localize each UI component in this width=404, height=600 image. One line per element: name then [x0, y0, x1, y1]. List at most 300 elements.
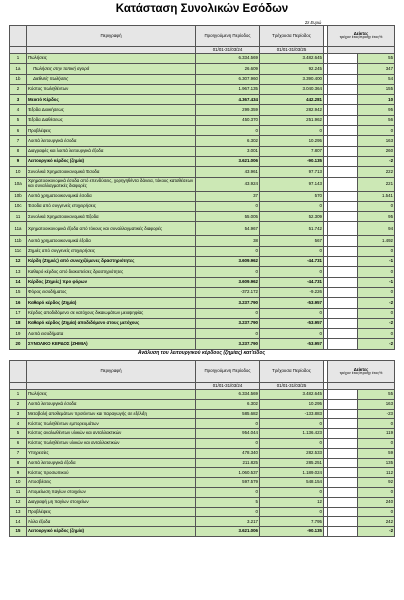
table-row [10, 390, 395, 400]
row-description: Χρηματοοικονομικά έξοδα από τόκους και συναλλαγματικές διαφορές [27, 222, 196, 236]
row-spacer [328, 54, 358, 64]
row-description: Κόστος πωληθέντων [27, 84, 196, 94]
header-curr-dates: 01/01-31/03/25 [260, 47, 324, 54]
curr-period-value: 0 [260, 308, 324, 318]
index-value: 0 [358, 308, 395, 318]
curr-period-value: -44.731 [260, 257, 324, 267]
table-row [10, 115, 395, 125]
prev-period-value: 597.579 [196, 478, 260, 488]
table-row [10, 318, 395, 328]
prev-period-value: 43.961 [196, 167, 260, 177]
index-value: -2 [358, 339, 395, 349]
curr-period-value: 97.713 [260, 167, 324, 177]
indices-sublabel: τρέχον έτος/προηγ έτος% [339, 35, 383, 40]
table-row [10, 64, 395, 74]
curr-period-value: 0 [260, 201, 324, 211]
table-row [10, 126, 395, 136]
table-row [10, 409, 395, 419]
header-indices [328, 26, 395, 47]
row-description: Λοιπά λειτουργικά έξοδα [27, 458, 196, 468]
row-number: 7 [10, 448, 27, 458]
header-prev-dates: 01/01-31/03/24 [196, 383, 260, 390]
table-row [10, 136, 395, 146]
row-description: Πωλήσεις στην τοπική αγορά [27, 64, 196, 74]
row-description: ΣΥΝΟΛΙΚΟ ΚΕΡΔΟΣ (ΖΗΜΙΑ) [27, 339, 196, 349]
table-row [10, 329, 395, 339]
prev-period-value: 954.044 [196, 429, 260, 439]
index-value: 135 [358, 458, 395, 468]
row-description: Φόρος εισοδήματος [27, 287, 196, 297]
header-empty-cell [27, 47, 196, 54]
row-spacer [328, 339, 358, 349]
row-spacer [328, 212, 358, 222]
row-spacer [328, 468, 358, 478]
row-number: 17 [10, 308, 27, 318]
table-row [10, 177, 395, 191]
index-value: 0 [358, 329, 395, 339]
row-spacer [328, 409, 358, 419]
row-description: Λοιπά εισοδήματα [27, 329, 196, 339]
table-row [10, 478, 395, 488]
index-value: 10 [358, 95, 395, 105]
row-number: 1 [10, 390, 27, 400]
prev-period-value: 211.825 [196, 458, 260, 468]
table-row [10, 201, 395, 211]
index-value: 0 [358, 438, 395, 448]
prev-period-value: 299.359 [196, 105, 260, 115]
table-row [10, 167, 395, 177]
header-curr-period: Τρέχουσα Περίοδος [260, 361, 324, 383]
row-spacer [328, 448, 358, 458]
row-description: Πωλήσεις [27, 54, 196, 64]
prev-period-value: 55.005 [196, 212, 260, 222]
curr-period-value: 0 [260, 126, 324, 136]
row-number: 12 [10, 257, 27, 267]
prev-period-value: 43.924 [196, 177, 260, 191]
index-value: 260 [358, 146, 395, 156]
row-description: Ζημιές από συγγενείς επιχειρήσεις [27, 246, 196, 256]
prev-period-value: 3.621.006 [196, 527, 260, 537]
prev-period-value: 585.682 [196, 409, 260, 419]
prev-period-value: 3.237.790 [196, 298, 260, 308]
row-number: 10 [10, 478, 27, 488]
prev-period-value: 6.334.569 [196, 390, 260, 400]
row-spacer [328, 201, 358, 211]
row-spacer [328, 246, 358, 256]
row-spacer [328, 438, 358, 448]
row-spacer [328, 487, 358, 497]
curr-period-value: 3.390.400 [260, 74, 324, 84]
curr-period-value: 97.143 [260, 177, 324, 191]
prev-period-value: 0 [196, 267, 260, 277]
prev-period-value: 3.237.790 [196, 339, 260, 349]
curr-period-value: 1.136.423 [260, 429, 324, 439]
index-value: 95 [358, 105, 395, 115]
header-description: Περιγραφή [27, 361, 196, 383]
index-value: -1 [358, 277, 395, 287]
curr-period-value: -133.883 [260, 409, 324, 419]
index-value: -2 [358, 527, 395, 537]
index-value: 55 [358, 390, 395, 400]
row-spacer [328, 277, 358, 287]
row-number: 13 [10, 267, 27, 277]
operating-profit-analysis-table [9, 360, 395, 537]
row-number: 9 [10, 156, 27, 166]
curr-period-value: 3.040.364 [260, 84, 324, 94]
curr-period-value: 285.251 [260, 458, 324, 468]
table-row [10, 507, 395, 517]
row-description: Διαγραφές και λοιπά λειτουργικά έξοδα [27, 146, 196, 156]
index-value: 222 [358, 167, 395, 177]
curr-period-value: 12 [260, 497, 324, 507]
prev-period-value: 54.967 [196, 222, 260, 236]
row-description: Λοιπά λειτουργικά έσοδα [27, 136, 196, 146]
prev-period-value: 478.340 [196, 448, 260, 458]
index-value: -2 [358, 156, 395, 166]
prev-period-value: -372.172 [196, 287, 260, 297]
header-prev-period: Προηγούμενη Περίοδος [196, 361, 260, 383]
index-value: 55 [358, 54, 395, 64]
curr-period-value: 1.189.024 [260, 468, 324, 478]
index-value: 163 [358, 136, 395, 146]
header-empty-cell [10, 26, 27, 47]
row-description: Καθαρό κέρδος (Ζημία) [27, 298, 196, 308]
prev-period-value: 37 [196, 191, 260, 201]
row-description: Χρηματοοικονομικά έσοδα από επενδύσεις, χορηγηθέντα δάνεια, τόκους καταθέσεων και συναλλαγματικές διαφορές [27, 177, 196, 191]
curr-period-value: 51.742 [260, 222, 324, 236]
index-value: 240 [358, 497, 395, 507]
table-row [10, 458, 395, 468]
row-number: 10a [10, 177, 27, 191]
row-number: 19 [10, 329, 27, 339]
row-spacer [328, 318, 358, 328]
row-spacer [328, 236, 358, 246]
prev-period-value: 3.621.006 [196, 156, 260, 166]
table-row [10, 236, 395, 246]
curr-period-value: 0 [260, 507, 324, 517]
index-value: 0 [358, 246, 395, 256]
row-number: 3 [10, 95, 27, 105]
curr-period-value: 7.807 [260, 146, 324, 156]
row-spacer [328, 156, 358, 166]
row-number: 8 [10, 146, 27, 156]
table-row [10, 54, 395, 64]
row-number: 15 [10, 287, 27, 297]
row-description: Έξοδα Διαθέσεως [27, 115, 196, 125]
header-empty-cell [328, 383, 395, 390]
index-value: 54 [358, 74, 395, 84]
row-spacer [328, 507, 358, 517]
header-empty-cell [328, 47, 395, 54]
row-description: Λοιπά χρηματοοικονομικά έξοδα [27, 236, 196, 246]
table-row [10, 105, 395, 115]
row-number: 12 [10, 497, 27, 507]
table-row [10, 84, 395, 94]
row-spacer [328, 458, 358, 468]
table-row [10, 146, 395, 156]
row-description: Κέρδος αποδιδόμενο σε κατόχους δικαιωμάτων μειοψηφίας [27, 308, 196, 318]
index-value: 1.492 [358, 236, 395, 246]
header-curr-dates: 01/01-31/03/25 [260, 383, 324, 390]
table-row [10, 74, 395, 84]
index-value: -2 [358, 298, 395, 308]
row-number: 10b [10, 191, 27, 201]
table-row [10, 287, 395, 297]
index-value: -2 [358, 318, 395, 328]
row-spacer [328, 267, 358, 277]
header-empty-cell [10, 361, 27, 383]
row-spacer [328, 390, 358, 400]
curr-period-value: 3.482.645 [260, 390, 324, 400]
row-number: 11a [10, 222, 27, 236]
curr-period-value: 567 [260, 236, 324, 246]
prev-period-value: 38 [196, 236, 260, 246]
index-value: 0 [358, 267, 395, 277]
row-spacer [328, 126, 358, 136]
row-description: Μεταβολή αποθεμάτων προϊόντων και παραγωγής σε εξέλιξη [27, 409, 196, 419]
row-spacer [328, 517, 358, 527]
curr-period-value: 0 [260, 329, 324, 339]
header-empty-cell [10, 383, 27, 390]
row-description: Λοιπά χρηματοοικονομικά έσοδα [27, 191, 196, 201]
table-row [10, 257, 395, 267]
index-value: 59 [358, 448, 395, 458]
row-number: 3 [10, 409, 27, 419]
table-row [10, 487, 395, 497]
table-row [10, 246, 395, 256]
table-row [10, 448, 395, 458]
row-description: Διεθνείς πωλήσεις [27, 74, 196, 84]
row-number: 14 [10, 277, 27, 287]
income-statement-table [9, 25, 395, 350]
prev-period-value: 3.001 [196, 146, 260, 156]
row-spacer [328, 419, 358, 429]
curr-period-value: 0 [260, 419, 324, 429]
row-spacer [328, 399, 358, 409]
operating-analysis-body [10, 390, 395, 537]
curr-period-value: 548.154 [260, 478, 324, 488]
row-spacer [328, 497, 358, 507]
row-spacer [328, 329, 358, 339]
row-description: Διαγραφή μη παγίων στοιχείων [27, 497, 196, 507]
curr-period-value: 7.795 [260, 517, 324, 527]
table-row [10, 308, 395, 318]
row-number: 11b [10, 236, 27, 246]
curr-period-value: -9.226 [260, 287, 324, 297]
row-description: Πωλήσεις [27, 390, 196, 400]
curr-period-value: 3.482.645 [260, 54, 324, 64]
index-value: 119 [358, 429, 395, 439]
row-number: 14 [10, 517, 27, 527]
prev-period-value: 3.609.962 [196, 277, 260, 287]
row-description: Κόστος πωληθέντων εμπορευμάτων [27, 419, 196, 429]
prev-period-value: 0 [196, 507, 260, 517]
curr-period-value: -53.957 [260, 339, 324, 349]
row-spacer [328, 527, 358, 537]
row-number: 2 [10, 399, 27, 409]
row-number: 1b [10, 74, 27, 84]
table-row [10, 222, 395, 236]
row-number: 9 [10, 468, 27, 478]
row-number: 13 [10, 507, 27, 517]
row-description: Κόστος πωληθέντων υλικών και ανταλλακτικών [27, 438, 196, 448]
row-description: Καθαρό κέρδος από διακοπείσες δραστηριότητες [27, 267, 196, 277]
table-row [10, 497, 395, 507]
row-description: Κόστος αναλωθέντων υλικών και ανταλλακτικών [27, 429, 196, 439]
row-description: Προβλέψεις [27, 126, 196, 136]
curr-period-value: 10.295 [260, 136, 324, 146]
curr-period-value: 251.962 [260, 115, 324, 125]
row-spacer [328, 478, 358, 488]
index-value: 94 [358, 222, 395, 236]
index-value: 347 [358, 64, 395, 74]
row-number: 16 [10, 298, 27, 308]
row-spacer [328, 257, 358, 267]
prev-period-value: 0 [196, 487, 260, 497]
curr-period-value: -90.135 [260, 156, 324, 166]
prev-period-value: 26.609 [196, 64, 260, 74]
table-row [10, 339, 395, 349]
prev-period-value: 3.237.790 [196, 318, 260, 328]
header-description: Περιγραφή [27, 26, 196, 47]
row-spacer [328, 105, 358, 115]
table-row [10, 438, 395, 448]
row-spacer [328, 167, 358, 177]
table-row [10, 517, 395, 527]
prev-period-value: 0 [196, 246, 260, 256]
row-description: Κέρδη (Ζημιές) από συνεχιζόμενες δραστηριότητες [27, 257, 196, 267]
row-number: 5 [10, 429, 27, 439]
prev-period-value: 450.370 [196, 115, 260, 125]
row-number: 1 [10, 54, 27, 64]
prev-period-value: 3.217 [196, 517, 260, 527]
index-value: 112 [358, 468, 395, 478]
curr-period-value: 0 [260, 246, 324, 256]
prev-period-value: 0 [196, 419, 260, 429]
index-value: -23 [358, 409, 395, 419]
prev-period-value: 5 [196, 497, 260, 507]
row-number: 4 [10, 105, 27, 115]
table-row [10, 468, 395, 478]
row-description: Κόστος προσωπικού [27, 468, 196, 478]
table-row [10, 191, 395, 201]
section2-title: Ανάλυση του λειτουργικού κέρδους (ζημίας) κατ'είδος [137, 350, 266, 356]
row-number: 6 [10, 438, 27, 448]
index-value: 0 [358, 507, 395, 517]
row-number: 7 [10, 136, 27, 146]
prev-period-value: 1.967.135 [196, 84, 260, 94]
row-spacer [328, 222, 358, 236]
row-description: Κέρδος (Ζημιές) προ φόρων [27, 277, 196, 287]
header-prev-period: Προηγούμενη Περίοδος [196, 26, 260, 47]
row-number: 20 [10, 339, 27, 349]
index-value: -1 [358, 257, 395, 267]
index-value: 0 [358, 419, 395, 429]
row-number: 6 [10, 126, 27, 136]
row-spacer [328, 74, 358, 84]
index-value: 155 [358, 84, 395, 94]
prev-period-value: 0 [196, 329, 260, 339]
row-description: Προβλέψεις [27, 507, 196, 517]
table-row [10, 527, 395, 537]
table-row [10, 95, 395, 105]
curr-period-value: 0 [260, 267, 324, 277]
row-description: Συνολικά Χρηματοοικονομικά Έσοδα [27, 167, 196, 177]
table-row [10, 298, 395, 308]
row-number: 1a [10, 64, 27, 74]
header-empty-cell [10, 47, 27, 54]
curr-period-value: -53.957 [260, 318, 324, 328]
row-description: Έσοδα από συγγενείς επιχειρήσεις [27, 201, 196, 211]
table-row [10, 399, 395, 409]
prev-period-value: 3.609.962 [196, 257, 260, 267]
table-row [10, 267, 395, 277]
table-row [10, 277, 395, 287]
row-spacer [328, 429, 358, 439]
index-value: 221 [358, 177, 395, 191]
index-value: 163 [358, 399, 395, 409]
curr-period-value: 0 [260, 438, 324, 448]
prev-period-value: 4.367.434 [196, 95, 260, 105]
row-description: Λειτουργικό κέρδος (ζημία) [27, 527, 196, 537]
curr-period-value: 92.245 [260, 64, 324, 74]
row-number: 5 [10, 115, 27, 125]
row-number: 10c [10, 201, 27, 211]
index-value: 0 [358, 487, 395, 497]
curr-period-value: 0 [260, 487, 324, 497]
index-value: 0 [358, 126, 395, 136]
row-spacer [328, 146, 358, 156]
row-number: 15 [10, 527, 27, 537]
curr-period-value: 282.533 [260, 448, 324, 458]
index-value: 56 [358, 115, 395, 125]
row-description: Έξοδα Διοικήσεως [27, 105, 196, 115]
indices-sublabel: τρέχον έτος/προηγ έτος% [339, 370, 383, 375]
curr-period-value: 282.942 [260, 105, 324, 115]
row-description: Λοιπά λειτουργικά έσοδα [27, 399, 196, 409]
index-value: 242 [358, 517, 395, 527]
curr-period-value: 52.309 [260, 212, 324, 222]
row-number: 10 [10, 167, 27, 177]
header-prev-dates: 01/01-31/03/24 [196, 47, 260, 54]
curr-period-value: -53.957 [260, 298, 324, 308]
row-number: 8 [10, 458, 27, 468]
curr-period-value: 442.281 [260, 95, 324, 105]
row-number: 11c [10, 246, 27, 256]
prev-period-value: 1.060.537 [196, 468, 260, 478]
header-empty-cell [27, 383, 196, 390]
prev-period-value: 0 [196, 438, 260, 448]
row-description: Άλλα έξοδα [27, 517, 196, 527]
row-description: Αποσβέσεις [27, 478, 196, 488]
prev-period-value: 0 [196, 201, 260, 211]
indices-label: Δείκτες [353, 366, 369, 372]
row-spacer [328, 136, 358, 146]
table-row [10, 212, 395, 222]
row-description: Υπηρεσίες [27, 448, 196, 458]
curr-period-value: 10.295 [260, 399, 324, 409]
row-spacer [328, 308, 358, 318]
prev-period-value: 6.334.569 [196, 54, 260, 64]
header-curr-period: Τρέχουσα Περίοδος [260, 26, 324, 47]
prev-period-value: 6.307.960 [196, 74, 260, 84]
row-spacer [328, 84, 358, 94]
curr-period-value: -90.135 [260, 527, 324, 537]
index-value: 92 [358, 478, 395, 488]
prev-period-value: 6.302 [196, 136, 260, 146]
indices-label: Δείκτες [353, 31, 369, 36]
row-description: Λειτουργικό κέρδος (ζημία) [27, 156, 196, 166]
